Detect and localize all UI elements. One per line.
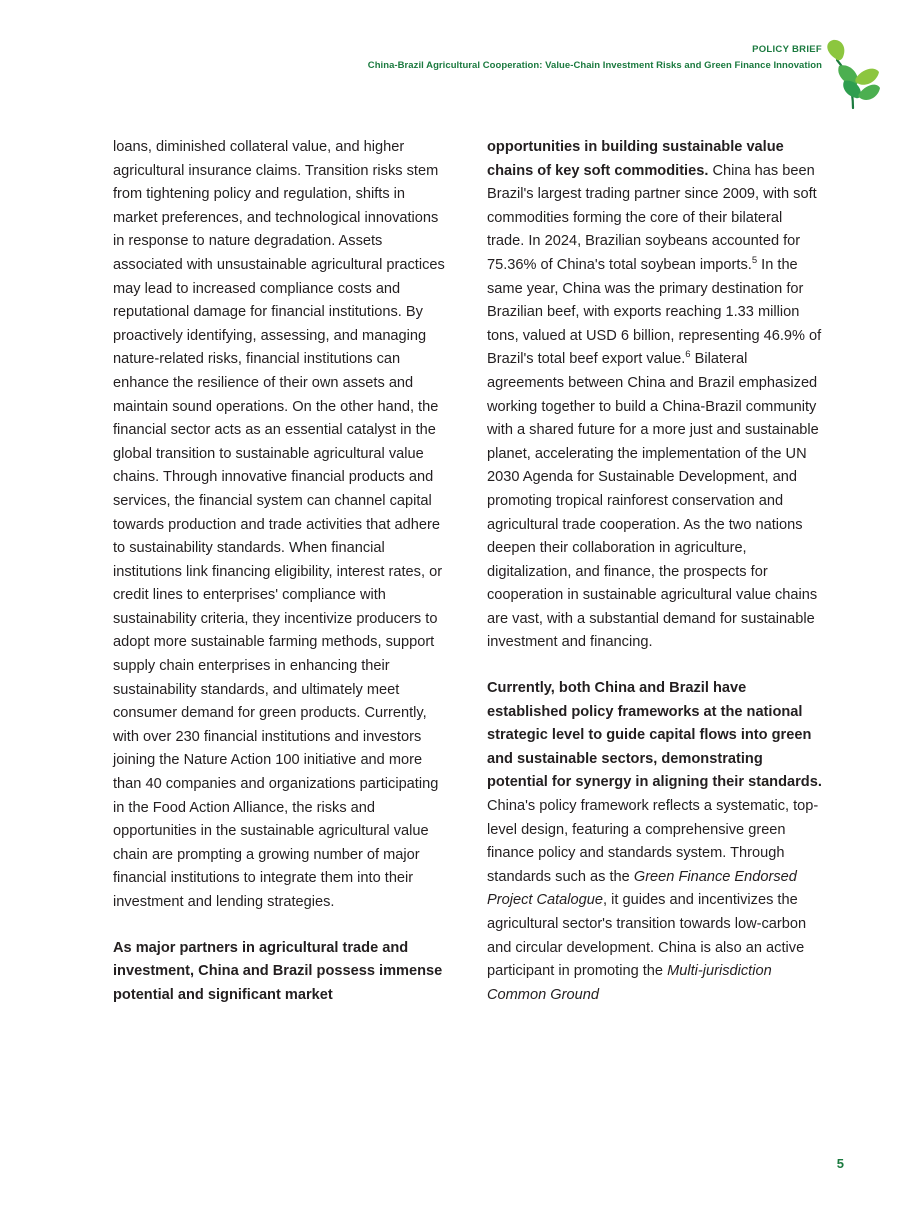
- header-kicker: POLICY BRIEF: [752, 44, 822, 55]
- right-paragraph-2-a: China's policy framework reflects a systematic, top-level design, featuring a comprehensive green finance policy and standards system. Through standards such as the: [487, 798, 819, 885]
- right-paragraph-1-c: Bilateral agreements between China and Brazil emphasized working together to build a China-Brazil community with a shared future for a more just and sustainable planet, accelerating the implementation of the UN 2030 Agenda for Sustainable Development, and promoting tropical rainforest conservation and agricultural trade cooperation. As the two nations deepen their collaboration in agriculture, digitalization, and finance, the prospects for cooperation in sustainable agricultural value chains are vast, with a substantial demand for sustainable investment and financing.: [487, 351, 819, 651]
- catalogue-title-italic: Green Finance Endorsed Project Catalogue: [487, 868, 797, 909]
- right-paragraph-1-lead: opportunities in building sustainable value chains of key soft commodities.: [487, 139, 784, 179]
- left-column: [113, 136, 448, 1007]
- right-column: [487, 136, 822, 1007]
- footnote-ref-6: 6: [685, 349, 691, 361]
- paragraph-spacer: [487, 655, 822, 677]
- footnote-ref-5: 5: [751, 255, 758, 267]
- left-paragraph-1: loans, diminished collateral value, and higher agricultural insurance claims. Transition risks stem from tightening policy and regulation, shifts in market preferences, and technological innovations in response to nature degradation. Assets associated with unsustainable agricultural practices may lead to increased compliance costs and reputational damage for financial institutions. By proactively identifying, assessing, and managing nature-related risks, financial institutions can enhance the resilience of their own assets and maintain sound operations. On the other hand, the financial sector acts as an essential catalyst in the global transition to sustainable agricultural value chains. Through innovative financial products and services, the financial system can channel capital towards production and trade activities that adhere to sustainability standards. When financial institutions link financing eligibility, interest rates, or credit lines to enterprises' compliance with sustainability criteria, they incentivize producers to adopt more sustainable farming methods, support supply chain enterprises in enhancing their sustainability standards, and ultimately meet consumer demand for green products. Currently, with over 230 financial institutions and investors joining the Nature Action 100 initiative and more than 40 companies and organizations participating in the Food Action Alliance, the risks and opportunities in the sustainable agricultural value chain are prompting a growing number of major financial institutions to integrate them into their investment and lending strategies.: [113, 139, 445, 910]
- common-ground-title-italic: Multi-jurisdiction Common Ground: [487, 963, 772, 1003]
- right-paragraph-1-b: In the same year, China was the primary destination for Brazilian beef, with exports reaching 1.33 million tons, valued at USD 6 billion, representing 46.9% of Brazil's total beef export value.: [487, 256, 822, 368]
- right-paragraph-1: [487, 136, 822, 655]
- right-paragraph-2-b: , it guides and incentivizes the agricultural sector's transition towards low-carbon and circular development. China is also an active participant in promoting the: [487, 892, 807, 980]
- right-paragraph-2: [487, 677, 822, 1007]
- header-title: China-Brazil Agricultural Cooperation: Value-Chain Investment Risks and Green Finance Innovation: [367, 60, 822, 71]
- page-number: 5: [836, 1156, 844, 1171]
- left-paragraph-2: As major partners in agricultural trade and investment, China and Brazil possess immense potential and significant market: [113, 939, 443, 1003]
- right-paragraph-2-lead: Currently, both China and Brazil have established policy frameworks at the national strategic level to guide capital flows into green and sustainable sectors, demonstrating potential for synergy in aligning their standards.: [487, 680, 822, 791]
- leaf-sprout-logo-icon: [823, 38, 881, 110]
- right-paragraph-1-a: China has been Brazil's largest trading partner since 2009, with soft commodities forming the core of their bilateral trade. In 2024, Brazilian soybeans accounted for 75.36% of China's total soybean imports.: [487, 162, 817, 273]
- header-text-block: [368, 44, 822, 72]
- paragraph-spacer: [113, 915, 448, 937]
- page-header: [0, 44, 917, 104]
